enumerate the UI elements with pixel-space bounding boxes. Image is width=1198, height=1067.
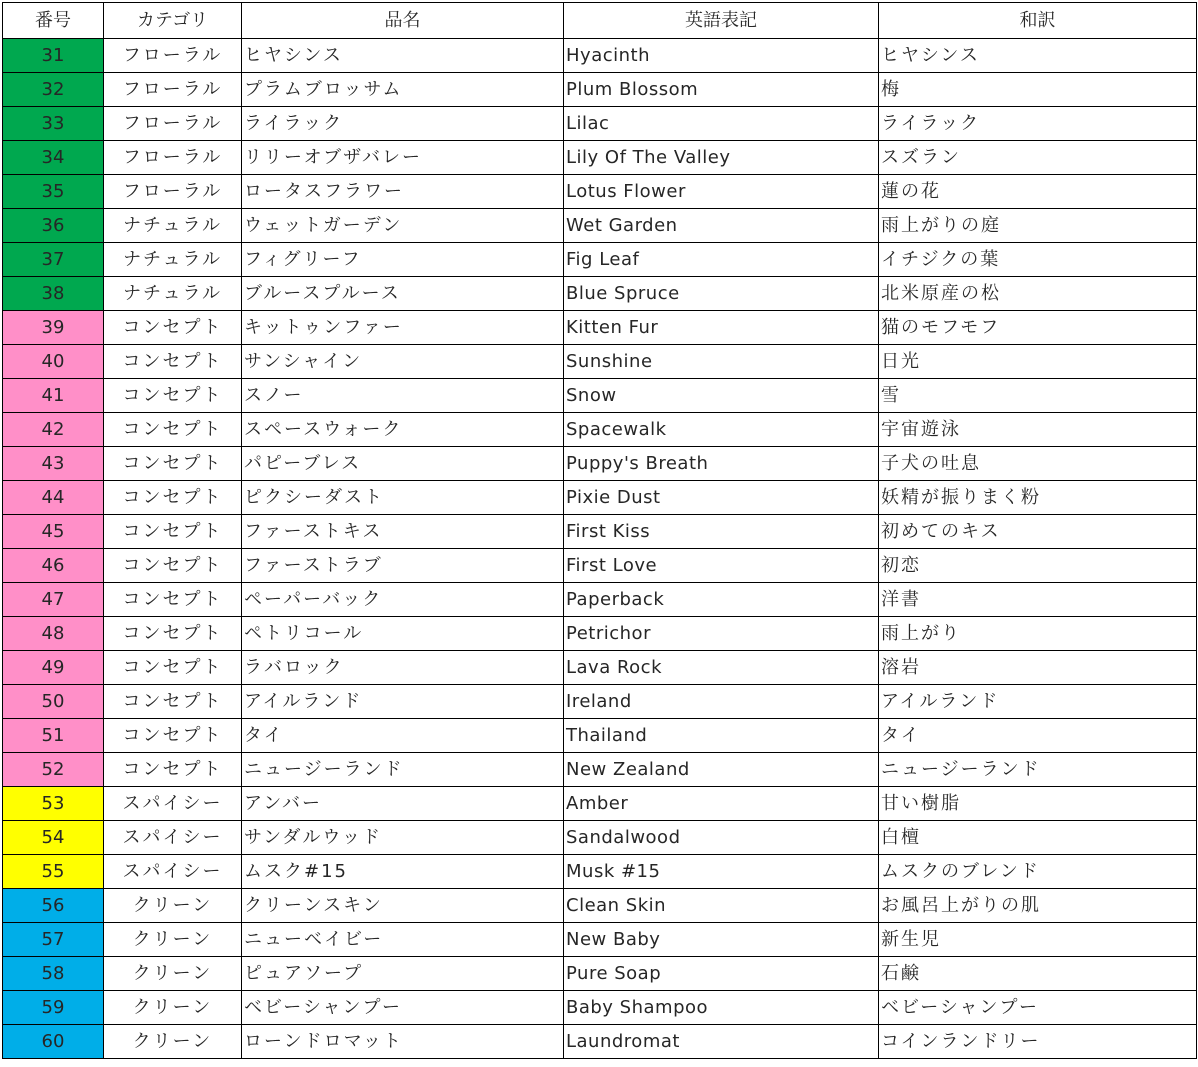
category-cell[interactable]: コンセプト xyxy=(104,311,242,345)
category-cell[interactable]: コンセプト xyxy=(104,515,242,549)
translation-cell[interactable]: 雨上がり xyxy=(879,617,1197,651)
category-cell[interactable]: フローラル xyxy=(104,73,242,107)
table-row xyxy=(3,787,1197,821)
category-cell[interactable]: クリーン xyxy=(104,923,242,957)
english-name-cell[interactable]: Clean Skin xyxy=(564,889,879,923)
table-row xyxy=(3,175,1197,209)
header-category[interactable]: カテゴリ xyxy=(104,3,242,39)
header-english-name[interactable]: 英語表記 xyxy=(564,3,879,39)
table-row xyxy=(3,957,1197,991)
table-row xyxy=(3,821,1197,855)
table-row xyxy=(3,753,1197,787)
number-cell[interactable]: 45 xyxy=(3,515,104,549)
number-cell[interactable]: 57 xyxy=(3,923,104,957)
translation-cell[interactable]: スズラン xyxy=(879,141,1197,175)
english-name-cell[interactable]: Wet Garden xyxy=(564,209,879,243)
english-name-cell[interactable]: Blue Spruce xyxy=(564,277,879,311)
number-cell[interactable]: 36 xyxy=(3,209,104,243)
translation-cell[interactable]: ヒヤシンス xyxy=(879,39,1197,73)
category-cell[interactable]: コンセプト xyxy=(104,685,242,719)
translation-cell[interactable]: ベビーシャンプー xyxy=(879,991,1197,1025)
category-cell[interactable]: ナチュラル xyxy=(104,209,242,243)
category-cell[interactable]: スパイシー xyxy=(104,821,242,855)
english-name-cell[interactable]: New Zealand xyxy=(564,753,879,787)
english-name-cell[interactable]: Snow xyxy=(564,379,879,413)
product-name-cell[interactable]: ベビーシャンプー xyxy=(242,991,564,1025)
header-number[interactable]: 番号 xyxy=(3,3,104,39)
number-cell[interactable]: 46 xyxy=(3,549,104,583)
table-row xyxy=(3,515,1197,549)
product-name-cell[interactable]: リリーオブザバレー xyxy=(242,141,564,175)
table-row xyxy=(3,73,1197,107)
table-row xyxy=(3,685,1197,719)
translation-cell[interactable]: 初恋 xyxy=(879,549,1197,583)
category-cell[interactable]: フローラル xyxy=(104,107,242,141)
english-name-cell[interactable]: Paperback xyxy=(564,583,879,617)
english-name-cell[interactable]: Amber xyxy=(564,787,879,821)
english-name-cell[interactable]: New Baby xyxy=(564,923,879,957)
product-name-cell[interactable]: タイ xyxy=(242,719,564,753)
number-cell[interactable]: 59 xyxy=(3,991,104,1025)
english-name-cell[interactable]: Sandalwood xyxy=(564,821,879,855)
category-cell[interactable]: クリーン xyxy=(104,957,242,991)
table-row xyxy=(3,413,1197,447)
table-row xyxy=(3,617,1197,651)
translation-cell[interactable]: 妖精が振りまく粉 xyxy=(879,481,1197,515)
table-row xyxy=(3,379,1197,413)
category-cell[interactable]: コンセプト xyxy=(104,583,242,617)
translation-cell[interactable]: 白檀 xyxy=(879,821,1197,855)
number-cell[interactable]: 42 xyxy=(3,413,104,447)
product-name-cell[interactable]: ヒヤシンス xyxy=(242,39,564,73)
english-name-cell[interactable]: Hyacinth xyxy=(564,39,879,73)
category-cell[interactable]: コンセプト xyxy=(104,447,242,481)
number-cell[interactable]: 58 xyxy=(3,957,104,991)
english-name-cell[interactable]: Sunshine xyxy=(564,345,879,379)
english-name-cell[interactable]: Thailand xyxy=(564,719,879,753)
product-name-cell[interactable]: ピクシーダスト xyxy=(242,481,564,515)
table-row xyxy=(3,855,1197,889)
english-name-cell[interactable]: Baby Shampoo xyxy=(564,991,879,1025)
category-cell[interactable]: ナチュラル xyxy=(104,243,242,277)
product-name-cell[interactable]: ニューベイビー xyxy=(242,923,564,957)
product-name-cell[interactable]: ブルースプルース xyxy=(242,277,564,311)
product-name-cell[interactable]: クリーンスキン xyxy=(242,889,564,923)
translation-cell[interactable]: イチジクの葉 xyxy=(879,243,1197,277)
category-cell[interactable]: コンセプト xyxy=(104,379,242,413)
table-row xyxy=(3,651,1197,685)
number-cell[interactable]: 44 xyxy=(3,481,104,515)
product-name-cell[interactable]: パピーブレス xyxy=(242,447,564,481)
translation-cell[interactable]: タイ xyxy=(879,719,1197,753)
category-cell[interactable]: ナチュラル xyxy=(104,277,242,311)
category-cell[interactable]: コンセプト xyxy=(104,549,242,583)
table-row xyxy=(3,1025,1197,1059)
category-cell[interactable]: クリーン xyxy=(104,889,242,923)
number-cell[interactable]: 40 xyxy=(3,345,104,379)
translation-cell[interactable]: 北米原産の松 xyxy=(879,277,1197,311)
translation-cell[interactable]: 宇宙遊泳 xyxy=(879,413,1197,447)
product-name-cell[interactable]: ペーパーバック xyxy=(242,583,564,617)
category-cell[interactable]: クリーン xyxy=(104,1025,242,1059)
number-cell[interactable]: 38 xyxy=(3,277,104,311)
table-row xyxy=(3,481,1197,515)
number-cell[interactable]: 34 xyxy=(3,141,104,175)
header-translation[interactable]: 和訳 xyxy=(879,3,1197,39)
english-name-cell[interactable]: Lilac xyxy=(564,107,879,141)
english-name-cell[interactable]: Ireland xyxy=(564,685,879,719)
product-name-cell[interactable]: サンダルウッド xyxy=(242,821,564,855)
number-cell[interactable]: 60 xyxy=(3,1025,104,1059)
translation-cell[interactable]: ニュージーランド xyxy=(879,753,1197,787)
category-cell[interactable]: フローラル xyxy=(104,39,242,73)
table-row xyxy=(3,923,1197,957)
category-cell[interactable]: コンセプト xyxy=(104,413,242,447)
table-row xyxy=(3,311,1197,345)
translation-cell[interactable]: 子犬の吐息 xyxy=(879,447,1197,481)
product-name-cell[interactable]: ファーストラブ xyxy=(242,549,564,583)
table-row xyxy=(3,447,1197,481)
category-cell[interactable]: スパイシー xyxy=(104,787,242,821)
english-name-cell[interactable]: Lily Of The Valley xyxy=(564,141,879,175)
table-row xyxy=(3,107,1197,141)
table-row xyxy=(3,549,1197,583)
fragrance-table xyxy=(2,2,1197,1059)
product-name-cell[interactable]: フィグリーフ xyxy=(242,243,564,277)
product-name-cell[interactable]: ラバロック xyxy=(242,651,564,685)
product-name-cell[interactable]: ピュアソープ xyxy=(242,957,564,991)
translation-cell[interactable]: コインランドリー xyxy=(879,1025,1197,1059)
number-cell[interactable]: 33 xyxy=(3,107,104,141)
translation-cell[interactable]: 梅 xyxy=(879,73,1197,107)
number-cell[interactable]: 37 xyxy=(3,243,104,277)
number-cell[interactable]: 50 xyxy=(3,685,104,719)
product-name-cell[interactable]: プラムブロッサム xyxy=(242,73,564,107)
category-cell[interactable]: フローラル xyxy=(104,175,242,209)
product-name-cell[interactable]: アンバー xyxy=(242,787,564,821)
english-name-cell[interactable]: First Love xyxy=(564,549,879,583)
number-cell[interactable]: 32 xyxy=(3,73,104,107)
category-cell[interactable]: クリーン xyxy=(104,991,242,1025)
category-cell[interactable]: コンセプト xyxy=(104,719,242,753)
table-row xyxy=(3,141,1197,175)
table-row xyxy=(3,719,1197,753)
translation-cell[interactable]: 蓮の花 xyxy=(879,175,1197,209)
table-row xyxy=(3,39,1197,73)
table-row xyxy=(3,243,1197,277)
translation-cell[interactable]: ムスクのブレンド xyxy=(879,855,1197,889)
category-cell[interactable]: コンセプト xyxy=(104,753,242,787)
number-cell[interactable]: 31 xyxy=(3,39,104,73)
table-row xyxy=(3,209,1197,243)
number-cell[interactable]: 55 xyxy=(3,855,104,889)
number-cell[interactable]: 52 xyxy=(3,753,104,787)
translation-cell[interactable]: お風呂上がりの肌 xyxy=(879,889,1197,923)
english-name-cell[interactable]: Petrichor xyxy=(564,617,879,651)
table-row xyxy=(3,991,1197,1025)
translation-cell[interactable]: 溶岩 xyxy=(879,651,1197,685)
table-row xyxy=(3,345,1197,379)
translation-cell[interactable]: 洋書 xyxy=(879,583,1197,617)
number-cell[interactable]: 54 xyxy=(3,821,104,855)
english-name-cell[interactable]: Lotus Flower xyxy=(564,175,879,209)
product-name-cell[interactable]: ファーストキス xyxy=(242,515,564,549)
product-name-cell[interactable]: ローンドロマット xyxy=(242,1025,564,1059)
translation-cell[interactable]: 新生児 xyxy=(879,923,1197,957)
english-name-cell[interactable]: Plum Blossom xyxy=(564,73,879,107)
number-cell[interactable]: 47 xyxy=(3,583,104,617)
category-cell[interactable]: コンセプト xyxy=(104,345,242,379)
header-row xyxy=(3,3,1197,39)
translation-cell[interactable]: 雨上がりの庭 xyxy=(879,209,1197,243)
category-cell[interactable]: コンセプト xyxy=(104,651,242,685)
translation-cell[interactable]: アイルランド xyxy=(879,685,1197,719)
product-name-cell[interactable]: ニュージーランド xyxy=(242,753,564,787)
translation-cell[interactable]: 日光 xyxy=(879,345,1197,379)
number-cell[interactable]: 49 xyxy=(3,651,104,685)
product-name-cell[interactable]: キットゥンファー xyxy=(242,311,564,345)
number-cell[interactable]: 56 xyxy=(3,889,104,923)
table-row xyxy=(3,277,1197,311)
english-name-cell[interactable]: Pure Soap xyxy=(564,957,879,991)
number-cell[interactable]: 41 xyxy=(3,379,104,413)
category-cell[interactable]: コンセプト xyxy=(104,617,242,651)
english-name-cell[interactable]: Puppy's Breath xyxy=(564,447,879,481)
category-cell[interactable]: フローラル xyxy=(104,141,242,175)
english-name-cell[interactable]: Kitten Fur xyxy=(564,311,879,345)
english-name-cell[interactable]: Laundromat xyxy=(564,1025,879,1059)
number-cell[interactable]: 53 xyxy=(3,787,104,821)
product-name-cell[interactable]: ペトリコール xyxy=(242,617,564,651)
number-cell[interactable]: 35 xyxy=(3,175,104,209)
header-product-name[interactable]: 品名 xyxy=(242,3,564,39)
product-name-cell[interactable]: アイルランド xyxy=(242,685,564,719)
product-name-cell[interactable]: ロータスフラワー xyxy=(242,175,564,209)
translation-cell[interactable]: ライラック xyxy=(879,107,1197,141)
category-cell[interactable]: スパイシー xyxy=(104,855,242,889)
table-row xyxy=(3,583,1197,617)
translation-cell[interactable]: 初めてのキス xyxy=(879,515,1197,549)
category-cell[interactable]: コンセプト xyxy=(104,481,242,515)
translation-cell[interactable]: 猫のモフモフ xyxy=(879,311,1197,345)
table-body xyxy=(3,39,1197,1059)
english-name-cell[interactable]: Lava Rock xyxy=(564,651,879,685)
number-cell[interactable]: 43 xyxy=(3,447,104,481)
product-name-cell[interactable]: ウェットガーデン xyxy=(242,209,564,243)
english-name-cell[interactable]: Musk #15 xyxy=(564,855,879,889)
number-cell[interactable]: 48 xyxy=(3,617,104,651)
translation-cell[interactable]: 雪 xyxy=(879,379,1197,413)
product-name-cell[interactable]: サンシャイン xyxy=(242,345,564,379)
english-name-cell[interactable]: First Kiss xyxy=(564,515,879,549)
english-name-cell[interactable]: Spacewalk xyxy=(564,413,879,447)
number-cell[interactable]: 51 xyxy=(3,719,104,753)
number-cell[interactable]: 39 xyxy=(3,311,104,345)
product-name-cell[interactable]: スノー xyxy=(242,379,564,413)
translation-cell[interactable]: 石鹸 xyxy=(879,957,1197,991)
product-name-cell[interactable]: ムスク#15 xyxy=(242,855,564,889)
product-name-cell[interactable]: スペースウォーク xyxy=(242,413,564,447)
translation-cell[interactable]: 甘い樹脂 xyxy=(879,787,1197,821)
product-name-cell[interactable]: ライラック xyxy=(242,107,564,141)
english-name-cell[interactable]: Pixie Dust xyxy=(564,481,879,515)
table-row xyxy=(3,889,1197,923)
english-name-cell[interactable]: Fig Leaf xyxy=(564,243,879,277)
